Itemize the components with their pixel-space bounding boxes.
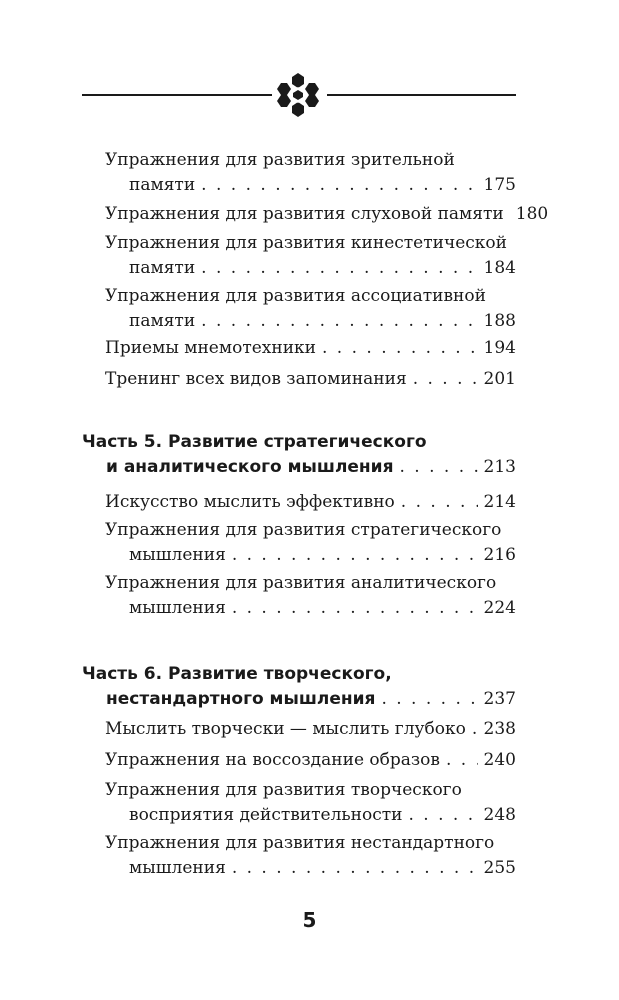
dot-leader [413, 367, 478, 392]
toc-entry-associative-memory[interactable] [105, 284, 516, 334]
toc-part-6[interactable] [82, 662, 516, 712]
page-ref: 194 [483, 338, 516, 358]
page-ref: 175 [483, 175, 516, 195]
page-ref: 216 [483, 545, 516, 565]
page-ref: 240 [483, 750, 516, 770]
page-number: 5 [302, 908, 317, 932]
page-ref: 184 [483, 258, 516, 278]
dot-leader [409, 803, 478, 828]
entry-title: Упражнения для развития нестандартного [105, 833, 495, 853]
dot-leader [232, 543, 478, 568]
header-rule-right [327, 94, 516, 96]
dot-leader [201, 256, 477, 281]
toc-entry-analytical-thinking[interactable] [105, 571, 516, 621]
entry-title-cont: мышления [129, 545, 226, 565]
dot-leader [472, 717, 478, 742]
toc-entry-auditory-memory[interactable] [105, 202, 549, 227]
toc-entry-recreating-images[interactable] [105, 748, 516, 773]
entry-title: Упражнения на воссоздание образов [105, 750, 440, 770]
dot-leader [232, 596, 478, 621]
entry-title: Упражнения для развития аналитического [105, 573, 497, 593]
ornament-icon [273, 70, 323, 120]
entry-title: Приемы мнемотехники [105, 338, 316, 358]
page-ref: 201 [483, 369, 516, 389]
toc-entry-mnemonics[interactable] [105, 336, 516, 361]
page-ref: 214 [483, 492, 516, 512]
entry-title-cont: памяти [129, 175, 196, 195]
entry-title: Мыслить творчески — мыслить глубоко [105, 719, 466, 739]
toc-entry-nonstandard-thinking[interactable] [105, 831, 516, 881]
entry-title: Упражнения для развития ассоциативной [105, 286, 486, 306]
entry-title: Упражнения для развития зрительной [105, 150, 455, 170]
entry-title-cont: восприятия действительности [129, 805, 403, 825]
toc-entry-strategic-thinking[interactable] [105, 518, 516, 568]
part-title: Часть 6. Развитие творческого, [82, 664, 392, 684]
dot-leader [400, 455, 478, 480]
entry-title-cont: памяти [129, 311, 196, 331]
entry-title-cont: мышления [129, 598, 226, 618]
page-ref: 224 [483, 598, 516, 618]
entry-title: Тренинг всех видов запоминания [105, 369, 407, 389]
part-title-cont: и аналитического мышления [106, 457, 394, 477]
entry-title: Искусство мыслить эффективно [105, 492, 395, 512]
page-ref: 238 [483, 719, 516, 739]
entry-title: Упражнения для развития творческого [105, 780, 462, 800]
page-ref: 255 [483, 858, 516, 878]
toc-entry-kinesthetic-memory[interactable] [105, 231, 516, 281]
page-ref: 237 [483, 689, 516, 709]
entry-title-cont: мышления [129, 858, 226, 878]
header-rule-left [82, 94, 272, 96]
page-ref: 213 [483, 457, 516, 477]
dot-leader [446, 748, 478, 773]
dot-leader [232, 856, 478, 881]
part-title: Часть 5. Развитие стратегического [82, 432, 427, 452]
dot-leader [322, 336, 478, 361]
toc-entry-think-effectively[interactable] [105, 490, 516, 515]
toc-entry-think-creatively[interactable] [105, 717, 516, 742]
toc-entry-visual-memory[interactable] [105, 148, 516, 198]
page-ref: 188 [483, 311, 516, 331]
entry-title: Упражнения для развития слуховой памяти [105, 204, 504, 224]
dot-leader [381, 687, 477, 712]
dot-leader [201, 309, 477, 334]
entry-title: Упражнения для развития стратегического [105, 520, 502, 540]
toc-part-5[interactable] [82, 430, 516, 480]
toc-entry-training[interactable] [105, 367, 516, 392]
dot-leader [201, 173, 477, 198]
entry-title: Упражнения для развития кинестетической [105, 233, 507, 253]
toc-entry-creative-perception[interactable] [105, 778, 516, 828]
page-ref: 180 [515, 204, 549, 224]
entry-title-cont: памяти [129, 258, 196, 278]
part-title-cont: нестандартного мышления [106, 689, 376, 709]
dot-leader [401, 490, 478, 515]
page-ref: 248 [483, 805, 516, 825]
